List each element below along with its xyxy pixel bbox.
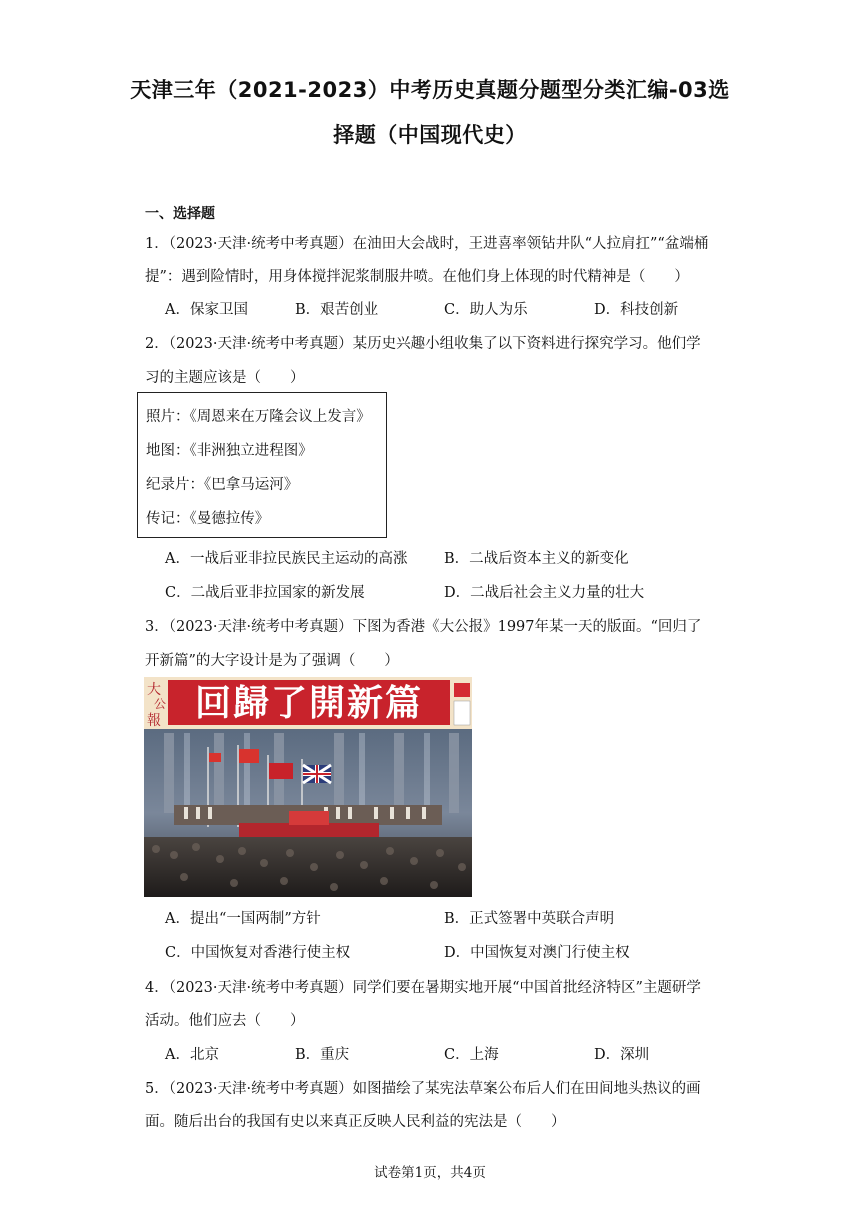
question-2-option-a[interactable]: A．一战后亚非拉民族民主运动的高涨 xyxy=(165,551,408,567)
page-footer: 试卷第1页，共4页 xyxy=(374,1165,486,1181)
question-1-option-b[interactable]: B．艰苦创业 xyxy=(295,302,379,318)
material-map: 地图：《非洲独立进程图》 xyxy=(146,443,313,459)
question-3-option-a[interactable]: A．提出“一国两制”方针 xyxy=(165,911,321,927)
question-1-option-c[interactable]: C．助人为乐 xyxy=(444,302,528,318)
question-3-text-line-1: 3．（2023·天津·统考中考真题）下图为香港《大公报》1997年某一天的版面。“回归了 xyxy=(145,619,702,635)
question-1-option-d[interactable]: D．科技创新 xyxy=(594,302,679,318)
question-1-option-a[interactable]: A．保家卫国 xyxy=(165,302,248,318)
question-5-text-line-2: 面。随后出台的我国有史以来真正反映人民利益的宪法是（ ） xyxy=(145,1114,566,1130)
newspaper-photo xyxy=(144,677,472,897)
question-4-option-d[interactable]: D．深圳 xyxy=(594,1047,650,1063)
question-3-text-line-2: 开新篇”的大字设计是为了强调（ ） xyxy=(145,653,399,669)
question-4-option-b[interactable]: B．重庆 xyxy=(295,1047,350,1063)
question-2-text-line-2: 习的主题应该是（ ） xyxy=(145,370,305,386)
question-3-option-c[interactable]: C．中国恢复对香港行使主权 xyxy=(165,945,351,961)
section-heading: 一、选择题 xyxy=(145,206,215,222)
material-documentary: 纪录片：《巴拿马运河》 xyxy=(146,477,299,493)
svg-text:報: 報 xyxy=(147,713,161,729)
document-title-line-2: 择题（中国现代史） xyxy=(333,123,527,147)
question-2-option-b[interactable]: B．二战后资本主义的新变化 xyxy=(444,551,629,567)
svg-text:公: 公 xyxy=(154,697,167,711)
question-4-option-c[interactable]: C．上海 xyxy=(444,1047,499,1063)
question-4-text-line-1: 4．（2023·天津·统考中考真题）同学们要在暑期实地开展“中国首批经济特区”主题研学 xyxy=(145,980,701,996)
question-2-text-line-1: 2．（2023·天津·统考中考真题）某历史兴趣小组收集了以下资料进行探究学习。他们学 xyxy=(145,336,701,352)
question-1-text-line-1: 1．（2023·天津·统考中考真题）在油田大会战时，王进喜率领钻井队“人拉肩扛”“盆端桶 xyxy=(145,236,709,252)
question-2-option-d[interactable]: D．二战后社会主义力量的壮大 xyxy=(444,585,645,601)
question-3-option-d[interactable]: D．中国恢复对澳门行使主权 xyxy=(444,945,630,961)
svg-text:大: 大 xyxy=(147,682,161,698)
question-3-option-b[interactable]: B．正式签署中英联合声明 xyxy=(444,911,615,927)
document-title-line-1: 天津三年（2021-2023）中考历史真题分题型分类汇编-03选 xyxy=(130,78,730,102)
question-4-text-line-2: 活动。他们应去（ ） xyxy=(145,1013,305,1029)
question-4-option-a[interactable]: A．北京 xyxy=(165,1047,219,1063)
question-1-text-line-2: 提”：遇到险情时，用身体搅拌泥浆制服井喷。在他们身上体现的时代精神是（ ） xyxy=(145,269,689,285)
material-biography: 传记：《曼德拉传》 xyxy=(146,511,270,527)
headline-text: 回歸了開新篇 xyxy=(194,683,424,724)
question-2-option-c[interactable]: C．二战后亚非拉国家的新发展 xyxy=(165,585,365,601)
question-2-material-box xyxy=(137,392,387,538)
question-5-text-line-1: 5．（2023·天津·统考中考真题）如图描绘了某宪法草案公布后人们在田间地头热议的画 xyxy=(145,1081,701,1097)
material-photo: 照片：《周恩来在万隆会议上发言》 xyxy=(146,409,371,425)
